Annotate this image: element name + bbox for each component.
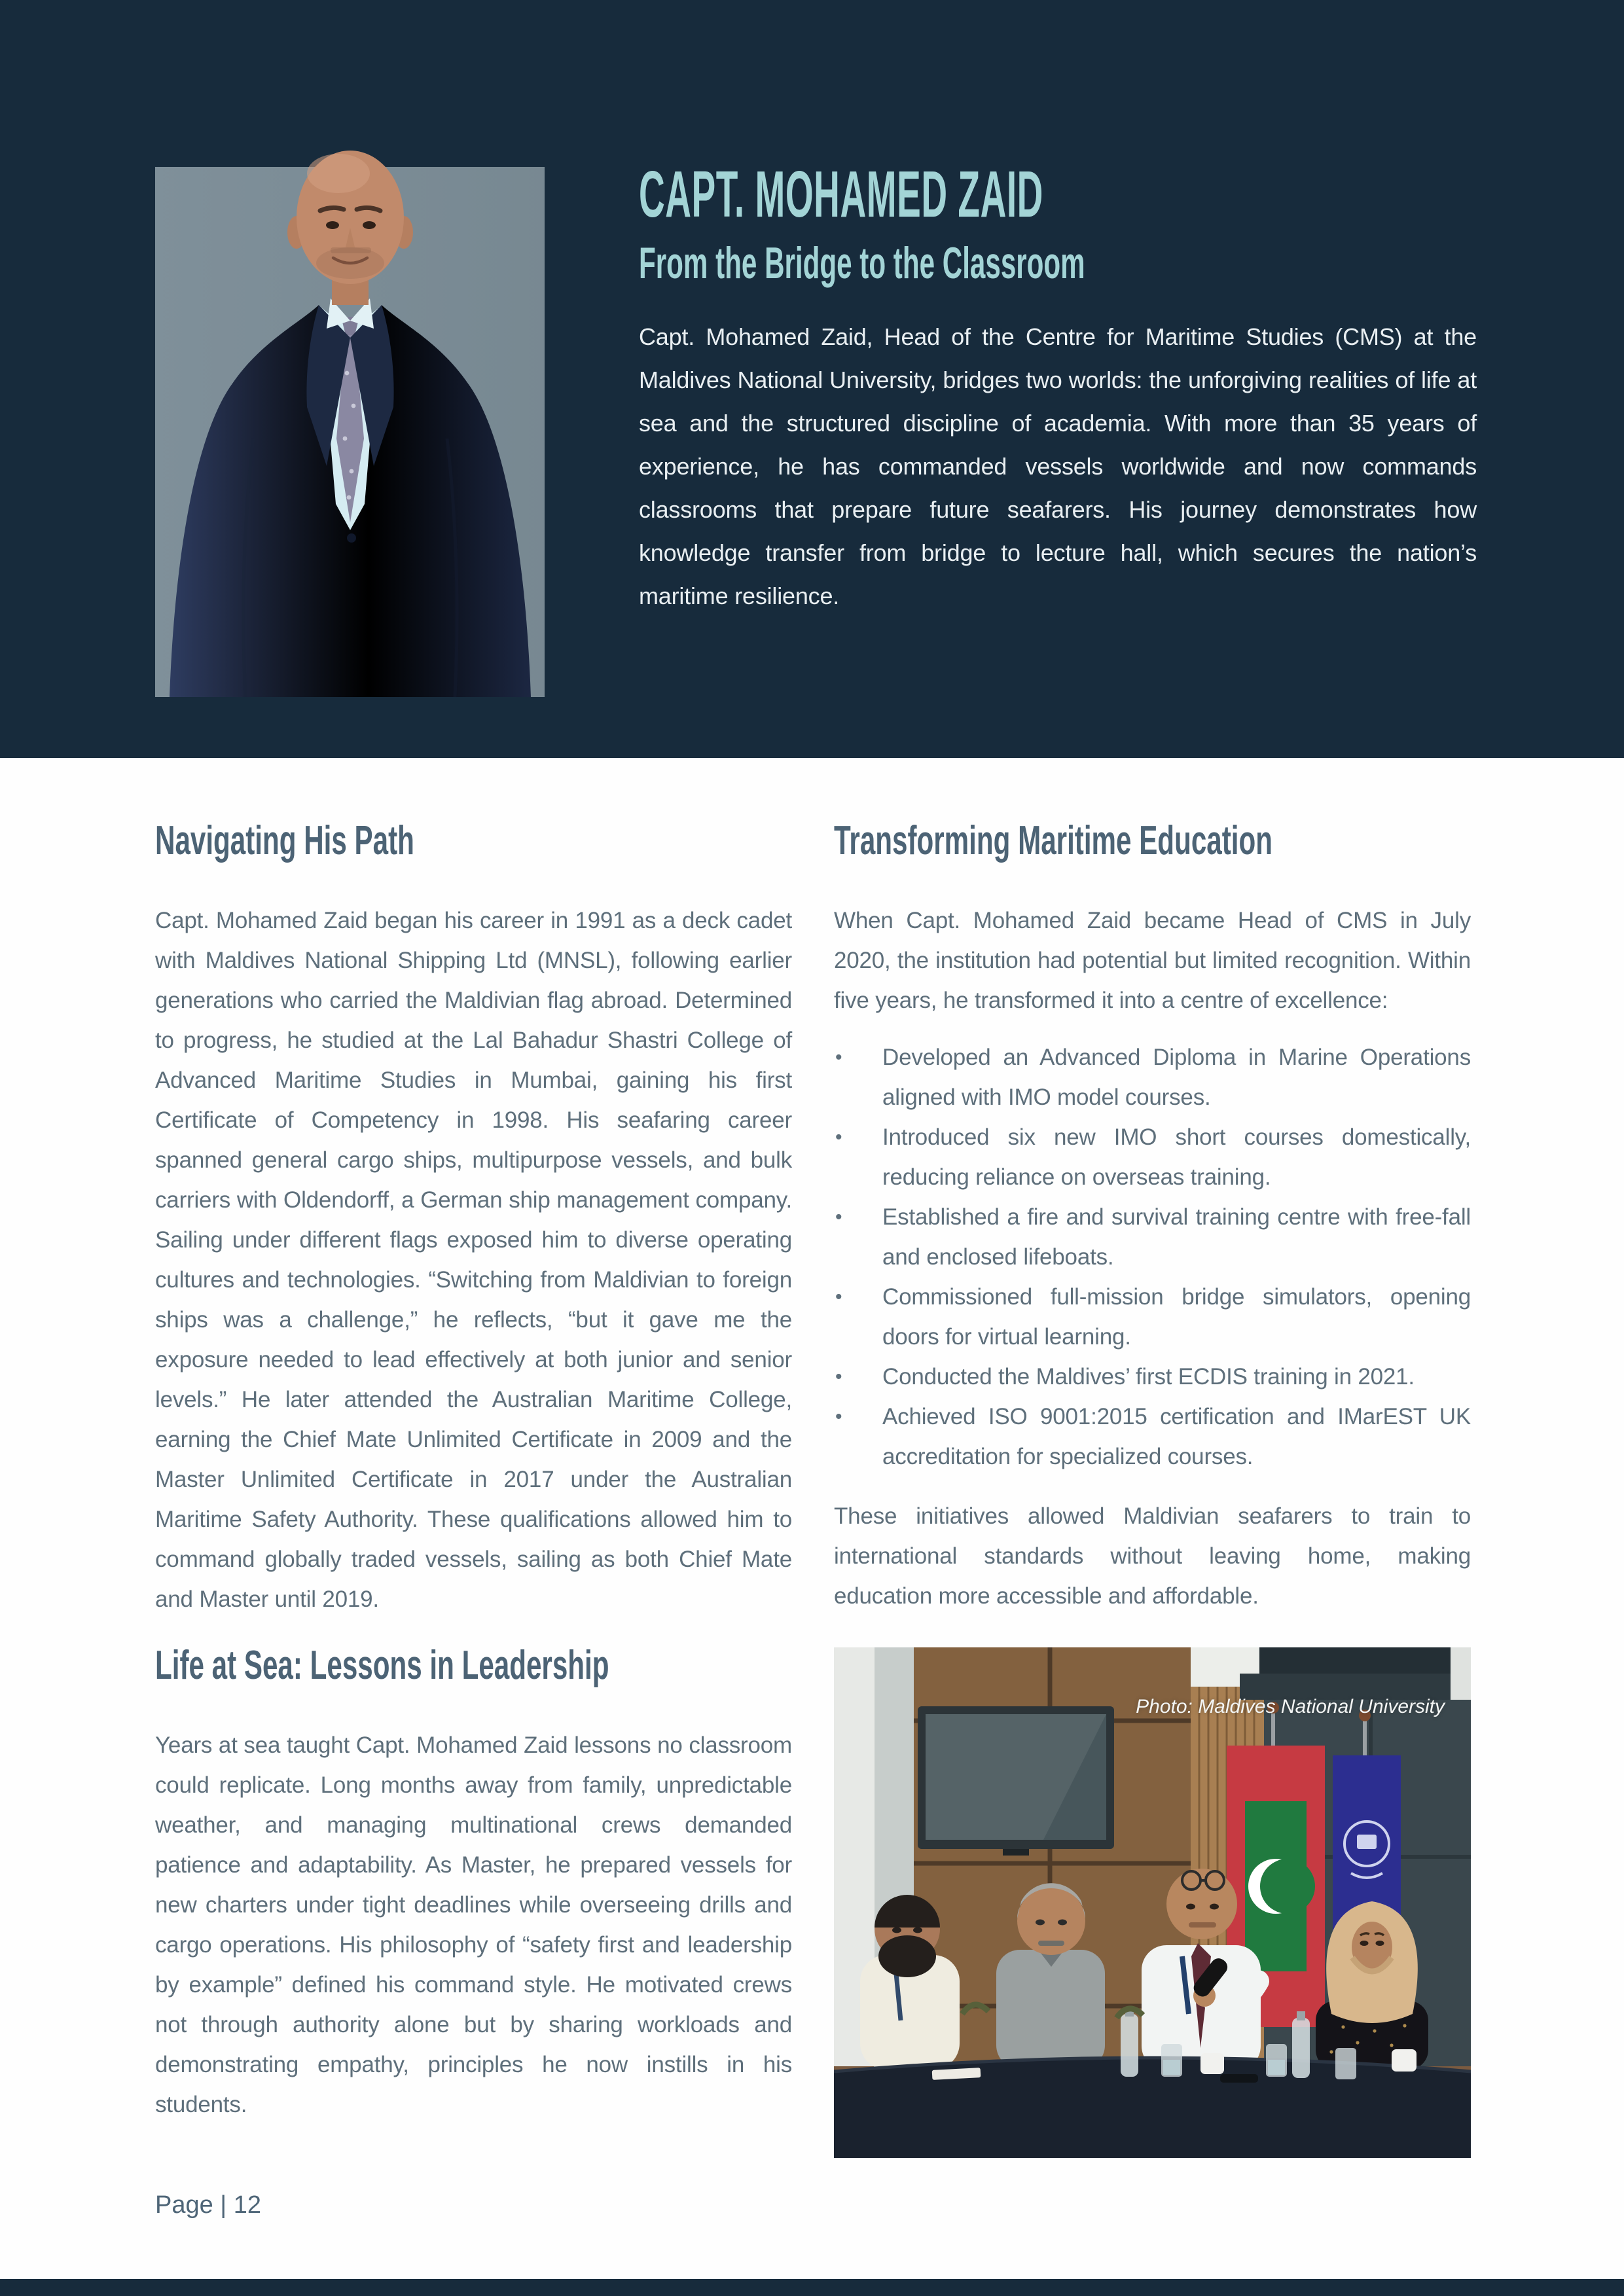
hero-text-block (639, 160, 1477, 618)
initiatives-list (834, 1037, 1471, 1477)
conference-photo (834, 1647, 1471, 2158)
list-item: • Commissioned full-mission bridge simulators, opening doors for virtual learning. (834, 1277, 1471, 1357)
list-item: • Conducted the Maldives’ first ECDIS training in 2021. (834, 1357, 1471, 1397)
intro-paragraph: Capt. Mohamed Zaid, Head of the Centre for Maritime Studies (CMS) at the Maldives National University, bridges two worlds: the unforgiving realities of life at sea and the structured discipline of academia. With more than 35 years of experience, he has commanded vessels worldwide and now commands classrooms that prepare future seafarers. His journey demonstrates how knowledge transfer from bridge to lecture hall, which secures the nation’s maritime resilience. (639, 323, 1477, 609)
section-lead-transforming: When Capt. Mohamed Zaid became Head of CMS in July 2020, the institution had potential but limited recognition. Within five years, he transformed it into a centre of excellence: (834, 908, 1471, 1013)
list-item: • Introduced six new IMO short courses domestically, reducing reliance on overseas training. (834, 1117, 1471, 1197)
list-item: • Achieved ISO 9001:2015 certification and IMarEST UK accreditation for specialized courses. (834, 1397, 1471, 1477)
footer-bar (0, 2279, 1624, 2296)
right-column (834, 819, 1471, 2158)
list-item: • Developed an Advanced Diploma in Marine Operations aligned with IMO model courses. (834, 1037, 1471, 1117)
hero-section (0, 0, 1624, 758)
list-item: • Established a fire and survival training centre with free-fall and enclosed lifeboats. (834, 1197, 1471, 1277)
section-body-life-at-sea: Years at sea taught Capt. Mohamed Zaid lessons no classroom could replicate. Long months away from family, unpredictable weather, and managing multinational crews demanded patience and adaptability. As Master, he prepared vessels for new charters under tight deadlines while overseeing drills and cargo operations. His philosophy of “safety first and leadership by example” defined his command style. He motivated crews not through authority alone but by sharing workloads and demonstrating empathy, principles he now instills in his students. (155, 1732, 792, 2117)
section-heading-navigating-his-path: Navigating His Path (155, 818, 414, 863)
portrait-photo (155, 98, 545, 697)
section-closing: These initiatives allowed Maldivian seafarers to train to international standards without leaving home, making education more accessible and affordable. (834, 1503, 1471, 1609)
section-heading-transforming: Transforming Maritime Education (834, 818, 1272, 863)
page-number: Page | 12 (155, 2191, 262, 2219)
photo-caption: Photo: Maldives National University (1136, 1696, 1445, 1717)
section-heading-life-at-sea: Life at Sea: Lessons in Leadership (155, 1643, 609, 1688)
section-body-navigating: Capt. Mohamed Zaid began his career in 1991 as a deck cadet with Maldives National Shipping Ltd (MNSL), following earlier generations who carried the Maldivian flag abroad. Determined to progress, he studied at the Lal Bahadur Shastri College of Advanced Maritime Studies in Mumbai, gaining his first Certificate of Competency in 1998. His seafaring career spanned general cargo ships, multipurpose vessels, and bulk carriers with Oldendorff, a German ship management company. Sailing under different flags exposed him to diverse operating cultures and technologies. “Switching from Maldivian to foreign ships was a challenge,” he reflects, “but it gave me the exposure needed to lead effectively at both junior and senior levels.” He later attended the Australian Maritime College, earning the Chief Mate Unlimited Certificate in 2009 and the Master Unlimited Certificate in 2017 under the Australian Maritime Safety Authority. These qualifications allowed him to command globally traded vessels, sailing as both Chief Mate and Master until 2019. (155, 908, 792, 1612)
conference-photo-illustration (834, 1647, 1471, 2158)
article-title: CAPT. MOHAMED ZAID (639, 158, 1043, 231)
article-subtitle: From the Bridge to the Classroom (639, 238, 1085, 288)
left-column (155, 819, 792, 2125)
